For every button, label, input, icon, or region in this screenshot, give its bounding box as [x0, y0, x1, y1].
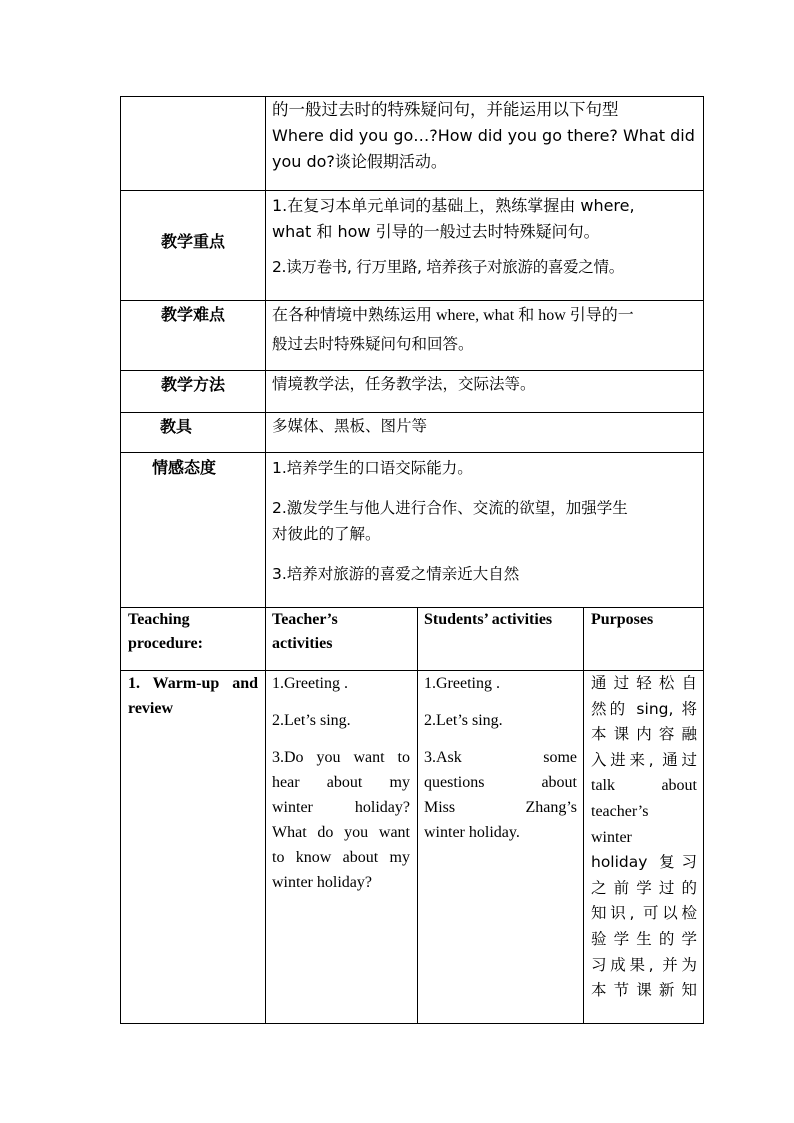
- difficulties-label: 教学难点: [160, 305, 225, 324]
- warmup-students-item-3-line: 3.Ask some: [424, 749, 577, 766]
- warmup-teacher-item-3-line: hear about my: [272, 774, 410, 791]
- table-line: [120, 300, 704, 301]
- tools-label: 教具: [159, 417, 192, 436]
- table-line: [265, 96, 266, 1024]
- table-line: [120, 412, 704, 413]
- attitude-label: 情感态度: [151, 458, 216, 477]
- header-teacher-activities-line-1: Teacher’s: [272, 611, 338, 628]
- warmup-students-item-2: 2.Let’s sing.: [424, 712, 503, 729]
- header-teaching-procedure: [128, 608, 262, 656]
- warmup-purpose-line: talk about: [591, 777, 697, 795]
- warmup-purpose-line: 习成果, 并为: [591, 955, 697, 974]
- warmup-purpose-line: winter: [591, 828, 632, 846]
- attitude-item-2-line-2: 对彼此的了解。: [272, 525, 381, 543]
- attitude-cell: [272, 455, 698, 587]
- attitude-item-2-line-1: 2.激发学生与他人进行合作、交流的欲望，加强学生: [272, 499, 628, 517]
- warmup-teacher-item-3-line: to know about my: [272, 849, 410, 866]
- header-teaching-procedure-line-2: procedure:: [128, 635, 203, 652]
- difficulties-line-1: 在各种情境中熟练运用 where, what 和 how 引导的一: [272, 307, 634, 324]
- warmup-purpose-line: 然的 sing, 将: [591, 699, 697, 718]
- header-teaching-procedure-line-1: Teaching: [128, 611, 190, 628]
- warmup-teacher-item-3-line: winter holiday?: [272, 874, 372, 891]
- warmup-purpose: [591, 671, 697, 1004]
- warmup-teacher-item-3-line: What do you want: [272, 824, 410, 841]
- intro-line-3: you do?谈论假期活动。: [272, 152, 447, 171]
- attitude-item-1: 1.培养学生的口语交际能力。: [272, 459, 473, 477]
- warmup-students-activities: [424, 671, 577, 845]
- warmup-purpose-line: 知识, 可以检: [591, 904, 697, 923]
- key-points-item-1-line-1: 1.在复习本单元单词的基础上，熟练掌握由 where,: [272, 196, 635, 215]
- warmup-purpose-line: 本节课新知: [591, 981, 697, 1000]
- difficulties-cell: [272, 302, 698, 358]
- tools-text: 多媒体、黑板、图片等: [272, 417, 428, 435]
- header-teacher-activities-line-2: activities: [272, 635, 333, 652]
- methods-text: 情境教学法，任务教学法，交际法等。: [272, 375, 536, 393]
- warmup-stage-line-2: review: [128, 700, 174, 717]
- table-line: [120, 190, 704, 191]
- key-points-item-1-line-2: what 和 how 引导的一般过去时特殊疑问句。: [272, 222, 600, 241]
- header-students-activities: Students’ activities: [424, 611, 553, 628]
- difficulties-line-2: 般过去时特殊疑问句和回答。: [272, 335, 474, 353]
- warmup-purpose-line: holiday 复习: [591, 853, 697, 872]
- table-line: [120, 1023, 704, 1024]
- header-teacher-activities: [272, 608, 412, 656]
- key-points-item-2: 2.读万卷书, 行万里路, 培养孩子对旅游的喜爱之情。: [272, 258, 624, 276]
- warmup-purpose-line: 验学生的学: [591, 929, 697, 948]
- warmup-students-item-1: 1.Greeting .: [424, 675, 500, 692]
- warmup-purpose-line: 之前学过的: [591, 878, 697, 897]
- warmup-teacher-activities: [272, 671, 410, 895]
- attitude-item-3: 3.培养对旅游的喜爱之情亲近大自然: [272, 565, 520, 583]
- warmup-teacher-item-3-line: winter holiday?: [272, 799, 410, 816]
- table-line: [583, 607, 584, 1024]
- header-purposes: Purposes: [591, 611, 654, 628]
- warmup-teacher-item-3-line: 3.Do you want to: [272, 749, 410, 766]
- warmup-teacher-item-1: 1.Greeting .: [272, 675, 348, 692]
- methods-label: 教学方法: [160, 375, 225, 394]
- key-points-label: 教学重点: [160, 232, 225, 251]
- key-points-cell: [272, 193, 698, 280]
- intro-line-1: 的一般过去时的特殊疑问句，并能运用以下句型: [272, 100, 619, 119]
- warmup-purpose-line: 通过轻松自: [591, 674, 697, 692]
- warmup-students-item-3-line: Miss Zhang’s: [424, 799, 577, 816]
- warmup-students-item-3-line: questions about: [424, 774, 577, 791]
- warmup-purpose-line: 入进来, 通过: [591, 750, 697, 769]
- warmup-purpose-line: teacher’s: [591, 802, 649, 820]
- warmup-students-item-3-line: winter holiday.: [424, 824, 520, 841]
- intro-line-2: Where did you go…?How did you go there? What did: [272, 126, 695, 145]
- intro-cell: [272, 97, 698, 175]
- warmup-teacher-item-2: 2.Let’s sing.: [272, 712, 351, 729]
- table-line: [120, 370, 704, 371]
- warmup-stage-line-1: 1. Warm-up and: [128, 675, 258, 692]
- table-line: [703, 96, 704, 1024]
- warmup-stage: [128, 671, 262, 721]
- table-line: [417, 607, 418, 1024]
- warmup-purpose-line: 本课内容融: [591, 725, 697, 744]
- table-line: [120, 452, 704, 453]
